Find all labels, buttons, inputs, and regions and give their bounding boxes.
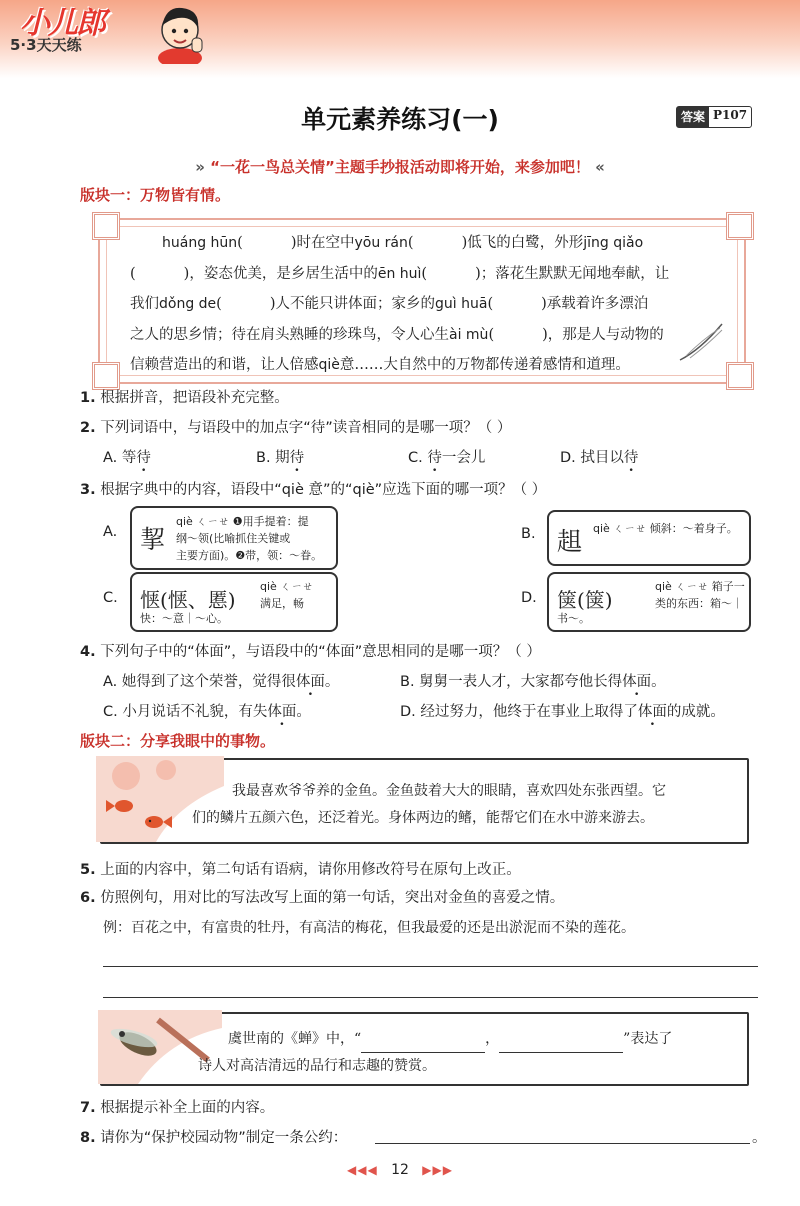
question-7: 7. 根据提示补全上面的内容。 bbox=[80, 1100, 275, 1116]
activity-banner bbox=[0, 156, 800, 177]
feather-icon bbox=[676, 320, 726, 366]
answer-line[interactable] bbox=[103, 966, 758, 967]
answer-line[interactable] bbox=[375, 1143, 750, 1144]
q3-option-c-label[interactable]: C. bbox=[103, 590, 118, 606]
banner-text: “一花一鸟总关情”主题手抄报活动即将开始，来参加吧！ bbox=[210, 158, 590, 176]
logo-title: 小儿郎 bbox=[20, 6, 104, 41]
q8-period: 。 bbox=[752, 1130, 767, 1146]
q2-option-c[interactable]: C. 待一会儿 bbox=[408, 450, 486, 466]
answer-reference bbox=[676, 106, 752, 128]
q4-option-a[interactable]: A. 她得到了这个荣誉，觉得很体面。 bbox=[103, 674, 340, 690]
passage-line: 我们dǒng de( )人不能只讲体面；家乡的guì huā( )承载着许多漂泊 bbox=[130, 296, 649, 312]
goldfish-passage-text: 我最喜欢爷爷养的金鱼。金鱼鼓着大大的眼睛，喜欢四处东张西望。它 们的鳞片五颜六色，还泛着光。身体两边的鳍，能帮它们在水中游来游去。 bbox=[192, 783, 666, 826]
q2-option-b[interactable]: B. 期待 bbox=[256, 450, 305, 466]
banner-left-marker: » bbox=[195, 158, 205, 176]
answer-label: 答案 bbox=[677, 107, 709, 127]
q3-option-d-label[interactable]: D. bbox=[521, 590, 537, 606]
page-title: 单元素养练习(一) bbox=[301, 105, 499, 134]
page-footer bbox=[0, 1162, 800, 1178]
passage-text bbox=[130, 228, 725, 381]
passage-line: ( )，姿态优美，是乡居生活中的ēn huì( )；落花生默默无闻地奉献，让 bbox=[130, 265, 670, 282]
section-heading-2: 版块二：分享我眼中的事物。 bbox=[80, 732, 276, 750]
poem-blank-1[interactable] bbox=[361, 1037, 485, 1053]
dictionary-entry-a[interactable]: 挈 qiè ㄑㄧㄝ ❶用手提着：提 纲～领(比喻抓住关键或 主要方面)。❷带，领：～眷。 bbox=[130, 506, 338, 570]
q3-option-a-label[interactable]: A. bbox=[103, 524, 118, 540]
q4-option-c[interactable]: C. 小月说话不礼貌，有失体面。 bbox=[103, 704, 311, 720]
question-1: 1. 根据拼音，把语段补充完整。 bbox=[80, 390, 289, 406]
question-8: 8. 请你为“保护校园动物”制定一条公约： bbox=[80, 1130, 348, 1146]
left-arrows-icon: ◀◀◀ bbox=[347, 1163, 378, 1177]
banner-right-marker: « bbox=[595, 158, 605, 176]
dictionary-entry-d[interactable]: 箧(箧) qiè ㄑㄧㄝ 箱子一 类的东西：箱～｜ 书～。 bbox=[547, 572, 751, 632]
header-band bbox=[0, 0, 800, 78]
q3-option-b-label[interactable]: B. bbox=[521, 526, 536, 542]
q4-option-d[interactable]: D. 经过努力，他终于在事业上取得了体面的成就。 bbox=[400, 704, 725, 720]
example-sentence: 例：百花之中，有富贵的牡丹，有高洁的梅花，但我最爱的还是出淤泥而不染的莲花。 bbox=[103, 920, 635, 936]
passage-line: huáng hūn( )时在空中yōu rán( )低飞的白鹭，外形jīng qiǎo bbox=[162, 235, 644, 251]
passage-line: 之人的思乡情；待在肩头熟睡的珍珠鸟，令人心生ài mù( )，那是人与动物的 bbox=[130, 326, 664, 343]
q2-option-d[interactable]: D. 拭目以待 bbox=[560, 450, 639, 466]
question-6: 6. 仿照例句，用对比的写法改写上面的第一句话，突出对金鱼的喜爱之情。 bbox=[80, 890, 565, 906]
dictionary-entry-c[interactable]: 惬(惬、慝) qiè ㄑㄧㄝ 满足，畅 快：～意｜～心。 bbox=[130, 572, 338, 632]
frame-corner-ornament bbox=[726, 212, 754, 240]
frame-corner-ornament bbox=[92, 212, 120, 240]
question-4: 4. 下列句子中的“体面”，与语段中的“体面”意思相同的是哪一项？（ ） bbox=[80, 644, 541, 660]
right-arrows-icon: ▶▶▶ bbox=[422, 1163, 453, 1177]
question-5: 5. 上面的内容中，第二句话有语病，请你用修改符号在原句上改正。 bbox=[80, 862, 521, 878]
page-number: 12 bbox=[391, 1162, 409, 1178]
dictionary-entry-b[interactable]: 趄 qiè ㄑㄧㄝ 倾斜：～着身子。 bbox=[547, 510, 751, 566]
q4-option-b[interactable]: B. 舅舅一表人才，大家都夸他长得体面。 bbox=[400, 674, 666, 690]
passage-line: 信赖营造出的和谐，让人倍感qiè意……大自然中的万物都传递着感情和道理。 bbox=[130, 357, 630, 373]
poem-text: 虞世南的《蝉》中，“ ， ”表达了 诗人对高洁清远的品行和志趣的赞赏。 bbox=[198, 1031, 673, 1074]
logo bbox=[6, 2, 126, 64]
poem-blank-2[interactable] bbox=[499, 1037, 623, 1053]
q2-option-a[interactable]: A. 等待 bbox=[103, 450, 151, 466]
answer-page: P107 bbox=[713, 108, 748, 122]
section-heading-1: 版块一：万物皆有情。 bbox=[80, 186, 231, 204]
mascot-icon bbox=[148, 0, 208, 64]
question-2: 2. 下列词语中，与语段中的加点字“待”读音相同的是哪一项？（ ） bbox=[80, 420, 512, 436]
logo-subtitle: 5·3天天练 bbox=[10, 36, 82, 54]
frame-corner-ornament bbox=[726, 362, 754, 390]
answer-line[interactable] bbox=[103, 997, 758, 998]
question-3: 3. 根据字典中的内容，语段中“qiè 意”的“qiè”应选下面的哪一项？（ ） bbox=[80, 482, 547, 498]
